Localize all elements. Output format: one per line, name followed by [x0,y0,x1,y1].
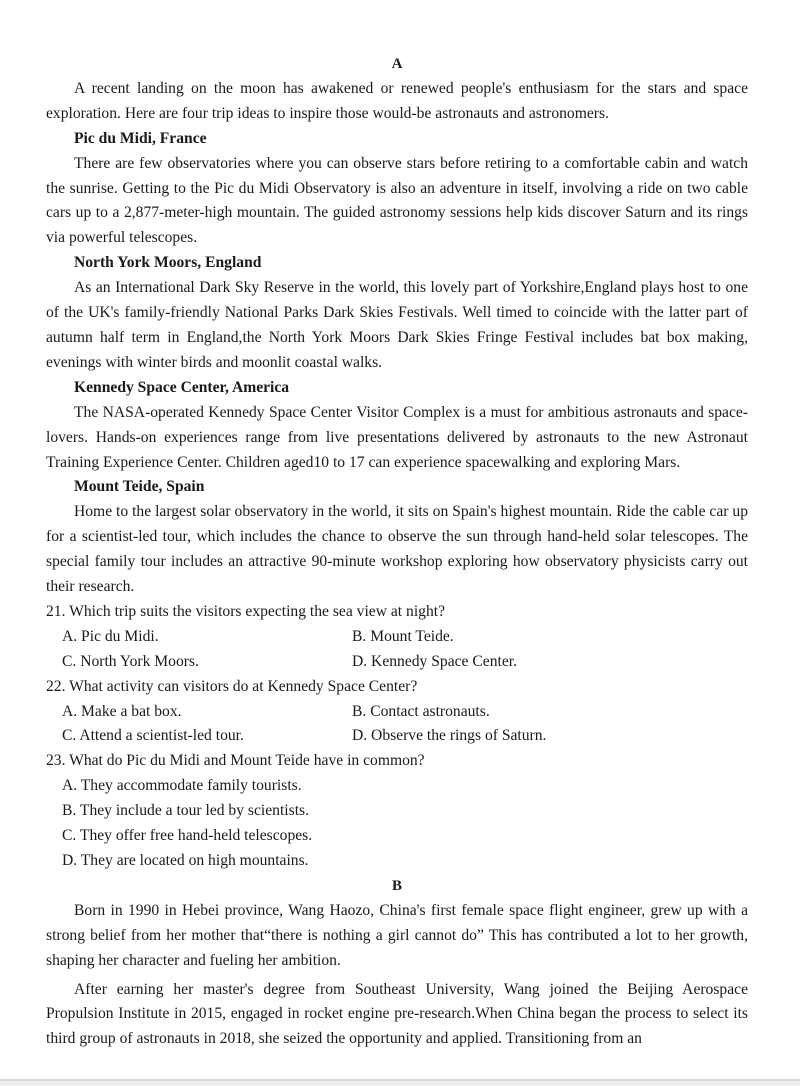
question-22-option-b[interactable]: B. Contact astronauts. [352,702,490,720]
question-21-option-c[interactable]: C. North York Moors. [62,652,199,670]
trip-title-kennedy-space-center: Kennedy Space Center, America [74,378,290,396]
trip-text-north-york-moors: As an International Dark Sky Reserve in the world, this lovely part of Yorkshire,England plays host to one of the UK's family-friendly National Parks Dark Skies Festivals. Well timed to coincide with the latter part of autumn half term in England,the North York Moors Dark Skies Fringe Festival includes bat box making, evenings with winter birds and moonlit coastal walks. [46,279,748,371]
question-23-option-d[interactable]: D. They are located on high mountains. [62,852,309,869]
question-21-options [46,625,748,675]
question-23-option-c[interactable]: C. They offer free hand-held telescopes. [62,827,313,845]
question-22-options [46,700,748,750]
question-22-option-d[interactable]: D. Observe the rings of Saturn. [352,727,547,745]
section-b-paragraph-1: Born in 1990 in Hebei province, Wang Haozo, China's first female space flight engineer, grew up with a strong belief from her mother that“there is nothing a girl cannot do” This has contributed a lot to her growth, shaping her character and fueling her ambition. [46,901,748,969]
question-21-option-a[interactable]: A. Pic du Midi. [62,627,159,645]
section-a-heading: A [391,56,403,72]
section-b-heading: B [391,877,402,894]
question-23-option-b[interactable]: B. They include a tour led by scientists. [62,802,310,820]
question-23-stem: 23. What do Pic du Midi and Mount Teide have in common? [46,752,425,770]
trip-title-north-york-moors: North York Moors, England [74,254,262,272]
question-21-stem: 21. Which trip suits the visitors expecting the sea view at night? [46,602,446,620]
trip-text-pic-du-midi: There are few observatories where you can observe stars before retiring to a comfortable cabin and watch the sunrise. Getting to the Pic du Midi Observatory is also an adventure in itself, involving a ride on two cable cars up to a 2,877-meter-high mountain. The guided astronomy sessions help kids discover Saturn and its rings via powerful telescopes. [46,154,748,247]
page-bottom-edge [0,1081,800,1086]
section-a-intro: A recent landing on the moon has awakened or renewed people's enthusiasm for the stars and space exploration. Here are four trip ideas to inspire those would-be astronauts and astronomers. [46,79,748,122]
question-22-option-a[interactable]: A. Make a bat box. [62,702,182,720]
trip-text-kennedy-space-center: The NASA-operated Kennedy Space Center Visitor Complex is a must for ambitious astronauts and space-lovers. Hands-on experiences range from live presentations delivered by astronauts to the new Astronaut Training Experience Center. Children aged10 to 17 can experience spacewalking and exploring Mars. [46,403,748,471]
trip-text-mount-teide: Home to the largest solar observatory in the world, it sits on Spain's highest mountain. Ride the cable car up for a scientist-led tour, which includes the chance to observe the sun through hand-held solar telescopes. The special family tour includes an attractive 90-minute workshop exploring how observatory physicists carry out their research. [46,503,748,596]
section-b-paragraph-2: After earning her master's degree from Southeast University, Wang joined the Beijing Aerospace Propulsion Institute in 2015, engaged in rocket engine pre-research.When China began the process to select its third group of astronauts in 2018, she seized the opportunity and applied. Transitioning from an [46,980,748,1048]
trip-title-pic-du-midi: Pic du Midi, France [74,129,207,147]
question-22-stem: 22. What activity can visitors do at Kennedy Space Center? [46,677,418,695]
question-23-option-a[interactable]: A. They accommodate family tourists. [62,777,302,795]
question-21-option-d[interactable]: D. Kennedy Space Center. [352,652,517,670]
question-22-option-c[interactable]: C. Attend a scientist-led tour. [62,727,244,745]
question-21-option-b[interactable]: B. Mount Teide. [352,627,454,645]
exam-page [46,52,748,1052]
trip-title-mount-teide: Mount Teide, Spain [74,478,205,496]
